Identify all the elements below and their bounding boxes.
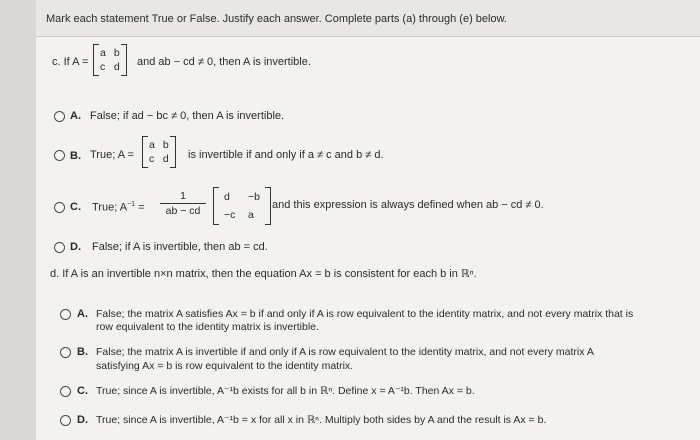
option-letter: D. xyxy=(70,241,81,253)
inverse-label: True; A xyxy=(92,201,128,214)
option-c-d-text[interactable]: False; if A is invertible, then ab = cd. xyxy=(92,241,268,253)
option-c-c-matrix xyxy=(213,187,271,225)
matrix-entry: a xyxy=(149,139,155,151)
option-c-b-post[interactable]: is invertible if and only if a ≠ c and b ≠ d. xyxy=(188,149,384,161)
fraction-numerator: 1 xyxy=(180,190,186,202)
option-letter: C. xyxy=(70,201,81,213)
matrix-entry: c xyxy=(100,61,106,73)
option-d-a-line2[interactable]: row equivalent to the identity matrix is invertible. xyxy=(96,321,319,333)
option-c-c-pre[interactable] xyxy=(92,201,145,214)
option-d-a-radio[interactable] xyxy=(60,309,71,320)
option-c-b-pre[interactable]: True; A = xyxy=(90,149,134,161)
option-c-b-radio[interactable] xyxy=(54,150,65,161)
option-d-b-radio[interactable] xyxy=(60,347,71,358)
part-c-matrix xyxy=(93,44,127,76)
option-c-b-matrix xyxy=(142,136,176,168)
part-d-prompt: d. If A is an invertible n×n matrix, then the equation Ax = b is consistent for each b in ℝⁿ. xyxy=(50,268,477,280)
option-c-a-text[interactable]: False; if ad − bc ≠ 0, then A is invertible. xyxy=(90,110,285,122)
option-c-d-radio[interactable] xyxy=(54,242,65,253)
matrix-entry: a xyxy=(247,209,254,221)
option-c-c-post[interactable]: and this expression is always defined when ab − cd ≠ 0. xyxy=(272,199,544,211)
option-d-c-radio[interactable] xyxy=(60,386,71,397)
matrix-entry: b xyxy=(113,47,120,59)
option-letter: B. xyxy=(77,346,88,358)
part-c-suffix: and ab − cd ≠ 0, then A is invertible. xyxy=(137,56,311,68)
option-letter: C. xyxy=(77,385,88,397)
option-d-d-text[interactable]: True; since A is invertible, A⁻¹b = x for all x in ℝⁿ. Multiply both sides by A and the result is Ax = b. xyxy=(96,414,547,426)
matrix-entry: d xyxy=(224,191,230,203)
option-d-d-radio[interactable] xyxy=(60,415,71,426)
inverse-exponent: −1 xyxy=(127,201,136,208)
matrix-entry: c xyxy=(149,153,155,165)
option-d-b-line2[interactable]: satisfying Ax = b is row equivalent to the identity matrix. xyxy=(96,360,354,372)
option-d-c-text[interactable]: True; since A is invertible, A⁻¹b exists for all b in ℝⁿ. Define x = A⁻¹b. Then Ax = b. xyxy=(96,385,475,397)
option-letter: B. xyxy=(70,150,81,162)
instructions-text: Mark each statement True or False. Justify each answer. Complete parts (a) through (e) below. xyxy=(46,13,507,25)
question-panel xyxy=(36,0,700,440)
option-d-b-line1[interactable]: False; the matrix A is invertible if and only if A is row equivalent to the identity matrix, and not every matrix A xyxy=(96,346,594,358)
fraction-denominator: ab − cd xyxy=(165,205,201,217)
option-letter: A. xyxy=(77,308,88,320)
part-c-prefix: c. If A = xyxy=(52,56,89,68)
option-d-a-line1[interactable]: False; the matrix A satisfies Ax = b if and only if A is row equivalent to the identity matrix, and not every matrix that is xyxy=(96,308,634,320)
fraction-bar xyxy=(160,203,206,204)
option-c-c-fraction xyxy=(160,190,206,217)
matrix-entry: −c xyxy=(224,209,236,221)
matrix-entry: d xyxy=(113,61,120,73)
matrix-entry: b xyxy=(162,139,169,151)
matrix-entry: a xyxy=(100,47,106,59)
option-c-a-radio[interactable] xyxy=(54,111,65,122)
matrix-entry: −b xyxy=(247,191,260,203)
matrix-entry: d xyxy=(162,153,169,165)
option-letter: D. xyxy=(77,414,88,426)
equals-sign: = xyxy=(138,201,145,214)
option-c-c-radio[interactable] xyxy=(54,202,65,213)
option-letter: A. xyxy=(70,110,81,122)
